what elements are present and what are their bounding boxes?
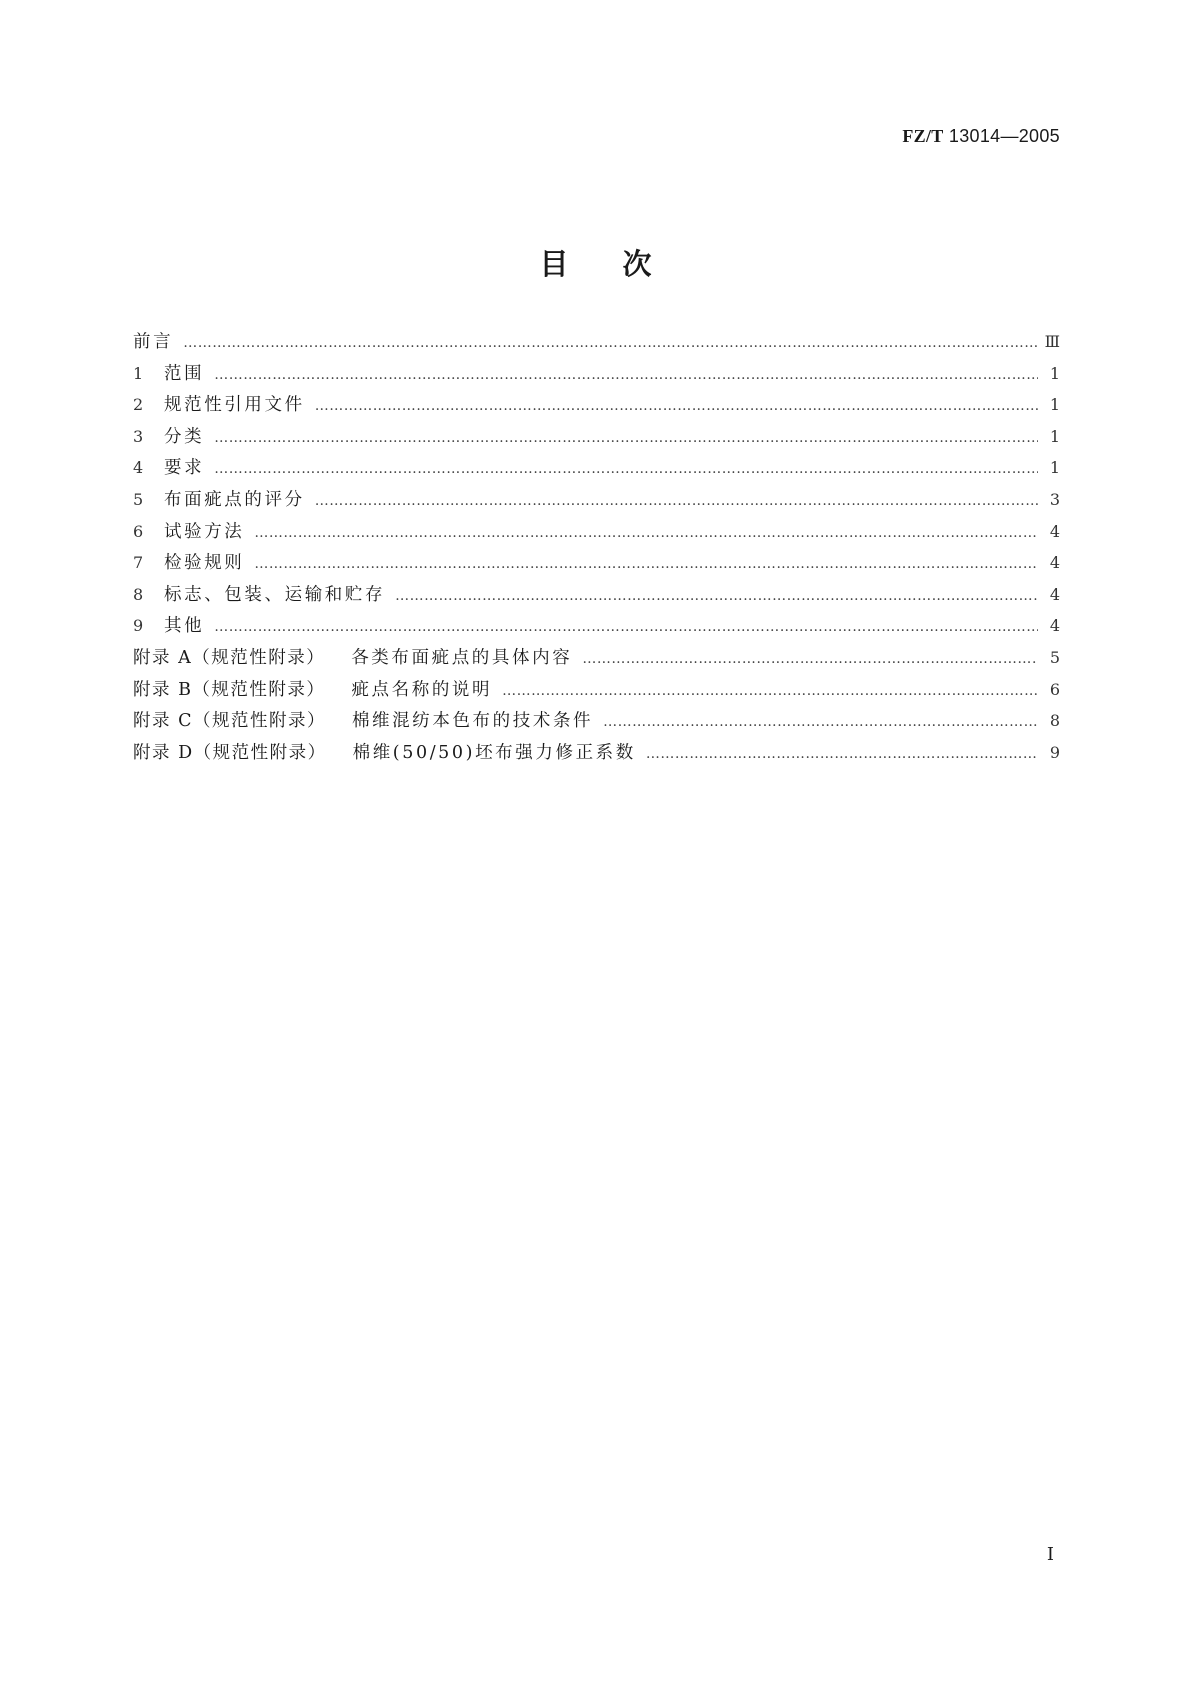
toc-entry-title: 布面疵点的评分 [164,489,305,510]
toc-entry-number: 8 [133,584,144,604]
toc-entry-page: Ⅲ [1044,332,1060,351]
toc-entry[interactable] [133,674,1060,706]
toc-entry-page: 5 [1049,647,1060,667]
dot-leader [254,549,1038,581]
toc-entry-page: 1 [1049,395,1060,415]
dot-leader [502,676,1038,708]
toc-entry-number: 5 [133,489,144,509]
toc-entry-page: 8 [1049,711,1060,731]
page-number: Ⅰ [1046,1544,1054,1564]
dot-leader [214,360,1038,392]
toc-entry-title: 其他 [164,616,205,637]
toc-entry-number: 7 [133,553,144,573]
dot-leader [603,707,1038,739]
toc-entry[interactable] [133,452,1060,484]
toc-entry-number: 2 [133,395,144,415]
toc-entry[interactable] [133,516,1060,548]
standard-code: 13014—2005 [943,126,1060,146]
toc-entry-page: 6 [1049,679,1060,699]
toc-entry-title: 棉维混纺本色布的技术条件 [351,711,594,732]
toc-entry-title: 各类布面疵点的具体内容 [351,647,573,668]
toc-entry-page: 1 [1049,426,1060,446]
toc-entry[interactable] [133,579,1060,611]
toc-entry-page: 1 [1049,363,1060,383]
dot-leader [214,423,1038,455]
toc-entry-page: 3 [1049,489,1060,509]
toc-entry[interactable] [133,705,1060,737]
toc-entry[interactable] [133,389,1060,421]
standard-prefix: FZ/T [902,126,944,146]
toc-entry-number: 1 [133,363,144,383]
toc-entry-page: 1 [1049,458,1060,478]
dot-leader [315,486,1038,518]
toc-entry[interactable] [133,484,1060,516]
toc-entry-title: 分类 [164,426,205,447]
dot-leader [254,518,1038,550]
dot-leader [646,739,1038,771]
toc-entry-title: 棉维(50/50)坯布强力修正系数 [352,742,636,763]
toc-entry[interactable] [133,642,1060,674]
toc-entry-title: 范围 [164,363,205,384]
dot-leader [315,391,1038,423]
toc-entry-number: 6 [133,521,144,541]
toc-entry-prefix: 附录 C（规范性附录） [133,711,326,732]
toc-entry-page: 4 [1049,584,1060,604]
toc-entry[interactable] [133,737,1060,769]
dot-leader [395,581,1038,613]
toc-entry[interactable] [133,547,1060,579]
toc-entry-number: 4 [133,458,144,478]
toc-entry-page: 9 [1049,742,1060,762]
toc-entry-title: 前言 [133,332,174,352]
toc-entry-title: 检验规则 [164,553,245,574]
dot-leader [183,328,1036,360]
toc-entry[interactable] [133,326,1060,358]
toc-entry-title: 试验方法 [164,521,245,542]
toc-entry-number: 3 [133,426,144,446]
toc-entry-prefix: 附录 B（规范性附录） [133,679,326,700]
toc-entry-title: 标志、包装、运输和贮存 [164,584,386,605]
toc-entry-prefix: 附录 D（规范性附录） [133,742,327,763]
page-title: 目次 [539,247,706,282]
toc-entry-page: 4 [1049,521,1060,541]
table-of-contents [133,326,1060,768]
toc-entry[interactable] [133,610,1060,642]
toc-entry-title: 规范性引用文件 [164,395,305,416]
dot-leader [214,454,1038,486]
toc-entry-number: 9 [133,616,144,636]
toc-entry-page: 4 [1049,553,1060,573]
dot-leader [582,644,1038,676]
toc-entry[interactable] [133,358,1060,390]
dot-leader [214,612,1038,644]
toc-entry-prefix: 附录 A（规范性附录） [133,647,326,668]
toc-entry-title: 要求 [164,458,205,479]
toc-entry-page: 4 [1049,616,1060,636]
toc-entry-title: 疵点名称的说明 [351,679,493,700]
standard-number [902,126,1060,147]
toc-entry[interactable] [133,421,1060,453]
